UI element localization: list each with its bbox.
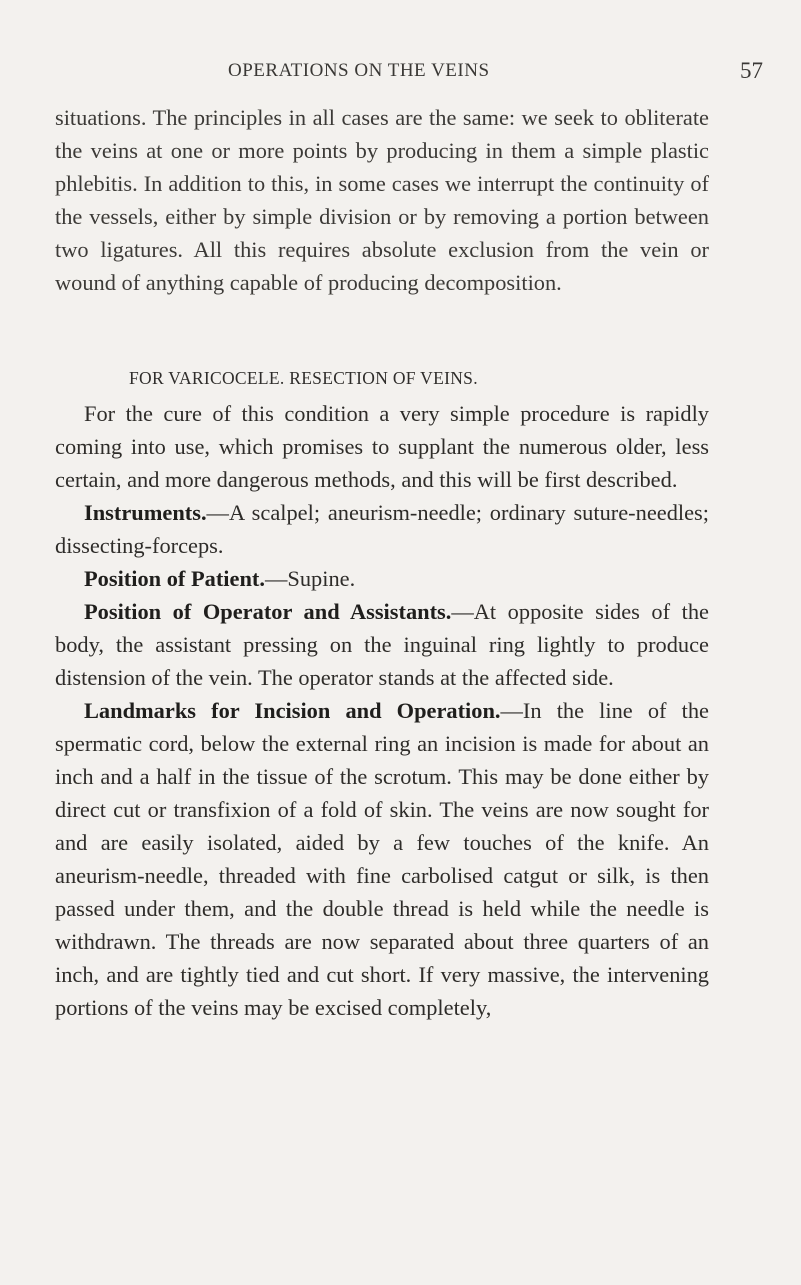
paragraph-instruments-text: —A scalpel; aneurism-needle; ordinary suture-needles; dissecting-forceps.: [55, 500, 709, 558]
section-body: [55, 397, 709, 1024]
paragraph-instruments-lead: Instruments.: [84, 500, 207, 525]
section-heading: FOR VARICOCELE. RESECTION OF VEINS.: [129, 368, 478, 388]
paragraph-position-operator: [55, 595, 709, 694]
intro-paragraph: [55, 101, 709, 299]
running-head-title: OPERATIONS ON THE VEINS: [228, 60, 490, 81]
paragraph-position-operator-text: —At opposite sides of the body, the assistant pressing on the inguinal ring lightly to produce distension of the vein. The operator stands at the affected side.: [55, 599, 709, 690]
paragraph-position-patient-lead: Position of Patient.: [84, 566, 265, 591]
paragraph-position-operator-lead: Position of Operator and Assistants.: [84, 599, 452, 624]
paragraph-instruments: [55, 496, 709, 562]
paragraph-landmarks-lead: Landmarks for Incision and Operation.: [84, 698, 501, 723]
paragraph-position-patient-text: —Supine.: [264, 566, 356, 591]
paragraph-landmarks: [55, 694, 709, 1024]
running-head: [228, 58, 763, 83]
paragraph-intro-text: For the cure of this condition a very simple procedure is rapidly coming into use, which promises to supplant the numerous older, less certain, and more dangerous methods, and this will be first described.: [55, 401, 709, 492]
paragraph-landmarks-text: —In the line of the spermatic cord, below the external ring an incision is made for about an inch and a half in the tissue of the scrotum. This may be done either by direct cut or transfixion of a fold of skin. The veins are now sought for and are easily isolated, aided by a few touches of the knife. An aneurism-needle, threaded with fine carbolised catgut or silk, is then passed under them, and the double thread is held while the needle is withdrawn. The threads are now separated about three quarters of an inch, and are tightly tied and cut short. If very massive, the intervening portions of the veins may be excised completely,: [55, 698, 709, 1020]
page-number: 57: [740, 58, 763, 83]
paragraph-intro: [55, 397, 709, 496]
intro-text: situations. The principles in all cases are the same: we seek to obliterate the veins at one or more points by producing in them a simple plastic phlebitis. In addition to this, in some cases we interrupt the continuity of the vessels, either by simple division or by removing a portion between two ligatures. All this requires absolute exclusion from the vein or wound of anything capable of producing decomposition.: [55, 105, 709, 295]
paragraph-position-patient: [55, 562, 709, 595]
